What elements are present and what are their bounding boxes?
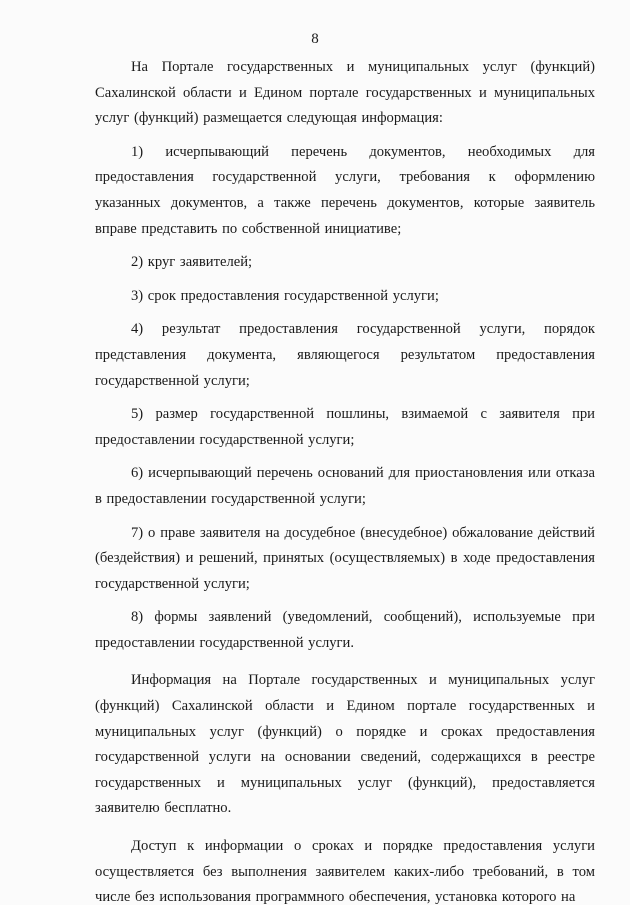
document-body bbox=[95, 55, 595, 911]
list-item-4: 4) результат предоставления государственной услуги, порядок представления документа, являющегося результатом предоставления государственной услуги; bbox=[95, 321, 595, 389]
paragraph-intro: На Портале государственных и муниципальных услуг (функций) Сахалинской области и Едином портале государственных и муниципальных услуг (функций) размещается следующая информация: bbox=[95, 59, 595, 127]
list-item-3: 3) срок предоставления государственной услуги; bbox=[131, 287, 439, 304]
list-item-6: 6) исчерпывающий перечень оснований для приостановления или отказа в предоставлении государственной услуги; bbox=[95, 465, 595, 507]
paragraph-access: Доступ к информации о сроках и порядке предоставления услуги осуществляется без выполнения заявителем каких-либо требований, в том числе без использования программного обеспечения, установка которого на bbox=[95, 838, 595, 906]
paragraph-information: Информация на Портале государственных и муниципальных услуг (функций) Сахалинской области и Едином портале государственных и муниципальных услуг (функций) о порядке и сроках предоставления государственной услуги на основании сведений, содержащихся в реестре государственных и муниципальных услуг (функций), предоставляется заявителю бесплатно. bbox=[95, 672, 595, 817]
list-item-7: 7) о праве заявителя на досудебное (внесудебное) обжалование действий (бездействия) и решений, принятых (осуществляемых) в ходе предоставления государственной услуги; bbox=[95, 524, 595, 592]
list-item-1: 1) исчерпывающий перечень документов, необходимых для предоставления государственной услуги, требования к оформлению указанных документов, а также перечень документов, которые заявитель вправе представить по собственной инициативе; bbox=[95, 143, 595, 237]
page-number: 8 bbox=[311, 31, 319, 47]
list-item-8: 8) формы заявлений (уведомлений, сообщений), используемые при предоставлении государственной услуги. bbox=[95, 609, 595, 651]
list-item-2: 2) круг заявителей; bbox=[131, 254, 253, 271]
list-item-5: 5) размер государственной пошлины, взимаемой с заявителя при предоставлении государственной услуги; bbox=[95, 406, 595, 448]
